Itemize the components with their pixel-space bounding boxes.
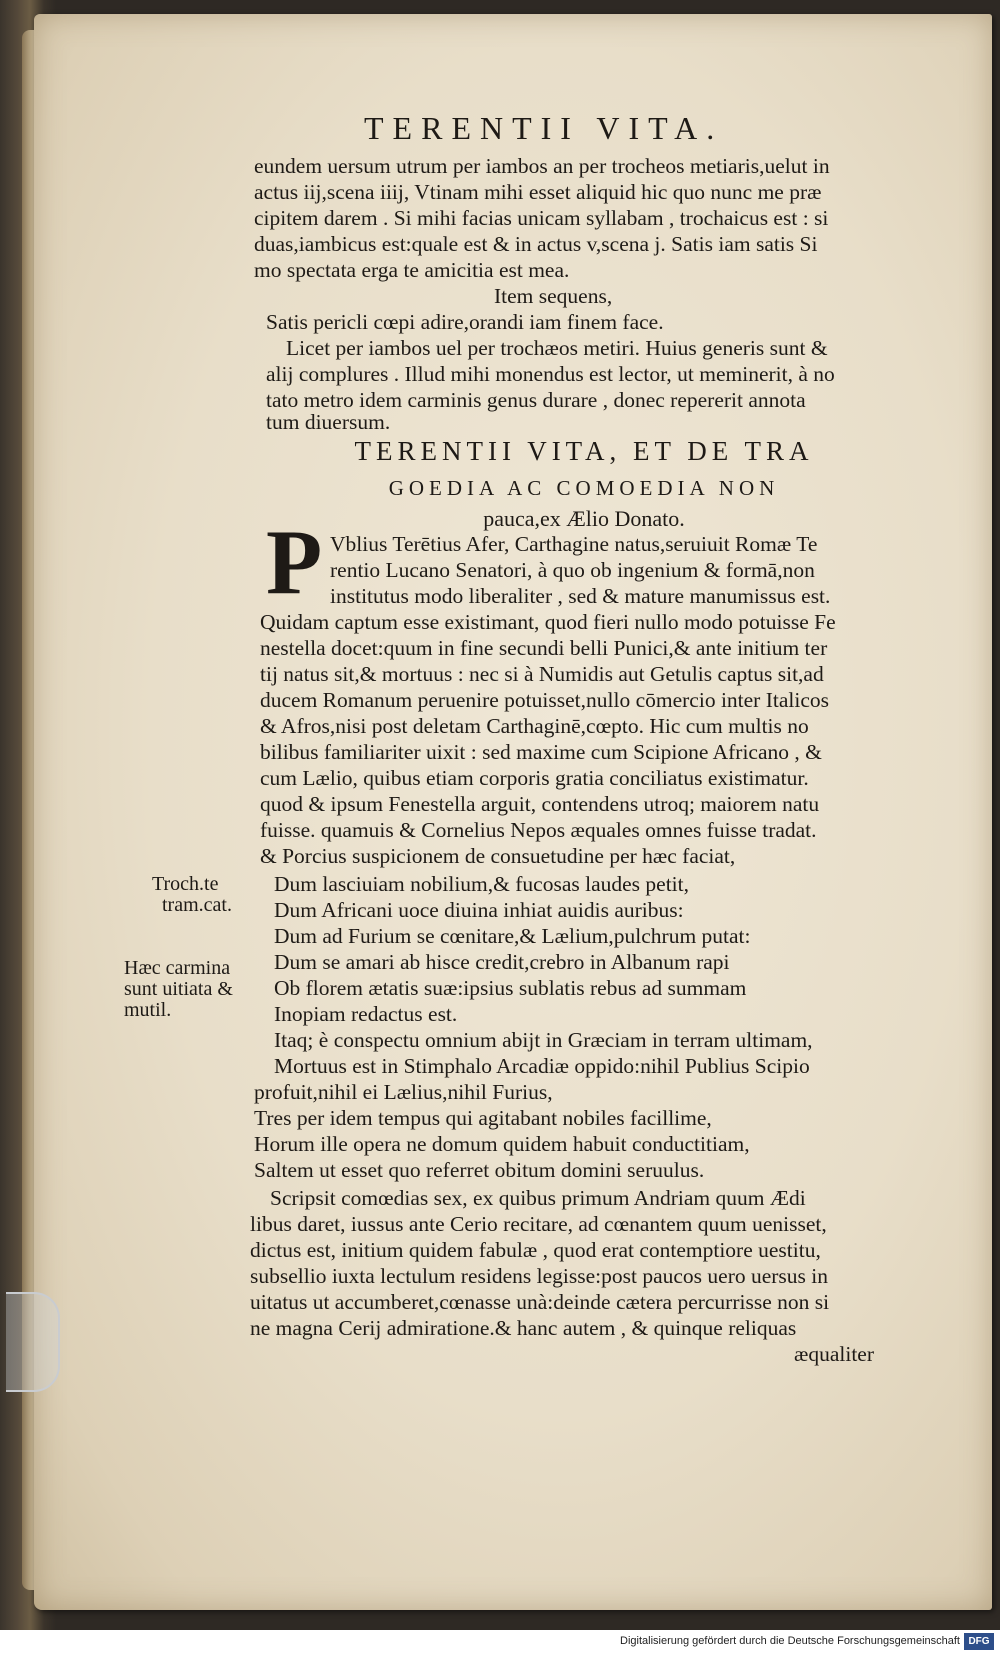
verse-line: Dum ad Furium se cœnitare,& Lælium,pulchrum putat: bbox=[274, 924, 751, 948]
text-line: mo spectata erga te amicitia est mea. bbox=[254, 258, 570, 282]
text-line: subsellio iuxta lectulum residens legisse:post paucos uero uersus in bbox=[250, 1264, 829, 1288]
bookmark-tab bbox=[6, 1292, 60, 1392]
running-head: TERENTII VITA. bbox=[364, 110, 724, 146]
verse-line: Mortuus est in Stimphalo Arcadiæ oppido:nihil Publius Scipio bbox=[274, 1054, 810, 1078]
marginal-note: Hæc carmina sunt uitiata & mutil. bbox=[124, 957, 233, 1021]
text-line: quod & ipsum Fenestella arguit, contendens utroq; maiorem natu bbox=[260, 792, 820, 816]
text-line: bilibus familiariter uixit : sed maxime cum Scipione Africano , & bbox=[260, 740, 822, 764]
text-line: Satis pericli cœpi adire,orandi iam finem face. bbox=[266, 310, 664, 334]
footer-bar bbox=[0, 1630, 1000, 1655]
text-line: alij complures . Illud mihi monendus est lector, ut meminerit, à no bbox=[266, 362, 835, 386]
verse-line: Tres per idem tempus qui agitabant nobiles facillime, bbox=[254, 1106, 712, 1130]
section-subtitle: GOEDIA AC COMOEDIA NON bbox=[388, 476, 780, 500]
text-line: cum Lælio, quibus etiam corporis gratia conciliatus existimatur. bbox=[260, 766, 809, 790]
text-line: ne magna Cerij admiratione.& hanc autem , & quinque reliquas bbox=[250, 1316, 797, 1340]
text-line: fuisse. quamuis & Cornelius Nepos æquales omnes fuisse tradat. bbox=[260, 818, 817, 842]
verse-line: Saltem ut esset quo referret obitum domini seruulus. bbox=[254, 1158, 705, 1182]
text-line: rentio Lucano Senatori, à quo ob ingenium & formā,non bbox=[330, 558, 815, 582]
section-title: TERENTII VITA, ET DE TRA bbox=[354, 436, 814, 466]
text-line: Item sequens, bbox=[494, 284, 613, 308]
drop-initial: P bbox=[266, 511, 323, 613]
marginal-note: Troch.te tram.cat. bbox=[152, 873, 232, 916]
text-line: duas,iambicus est:quale est & in actus v,scena j. Satis iam satis Si bbox=[254, 232, 818, 256]
section-source: pauca,ex Ælio Donato. bbox=[483, 506, 685, 531]
text-line: uitatus ut accumberet,cœnasse unà:deinde cætera percurrisse non si bbox=[250, 1290, 830, 1314]
text-line: Quidam captum esse existimant, quod fieri nullo modo potuisse Fe bbox=[260, 610, 836, 634]
text-line: & Porcius suspicionem de consuetudine per hæc faciat, bbox=[260, 844, 736, 868]
text-line: Licet per iambos uel per trochæos metiri. Huius generis sunt & bbox=[286, 336, 828, 360]
dfg-logo: DFG bbox=[964, 1633, 994, 1650]
text-line: cipitem darem . Si mihi facias unicam syllabam , trochaicus est : si bbox=[254, 206, 829, 230]
verse-line: Dum lasciuiam nobilium,& fucosas laudes petit, bbox=[274, 872, 689, 896]
text-line: eundem uersum utrum per iambos an per trocheos metiaris,uelut in bbox=[254, 154, 830, 178]
catchword: æqualiter bbox=[794, 1342, 875, 1366]
verse-line: Inopiam redactus est. bbox=[274, 1002, 458, 1026]
page-text bbox=[34, 14, 992, 1610]
book-page bbox=[34, 14, 992, 1610]
verse-line: profuit,nihil ei Lælius,nihil Furius, bbox=[254, 1080, 553, 1104]
verse-line: Dum Africani uoce diuina inhiat auidis auribus: bbox=[274, 898, 684, 922]
text-line: actus iij,scena iiij, Vtinam mihi esset aliquid hic quo nunc me præ bbox=[254, 180, 822, 204]
text-line: dictus est, initium quidem fabulæ , quod erat contemptiore uestitu, bbox=[250, 1238, 821, 1262]
text-line: tato metro idem carminis genus durare , donec repererit annota bbox=[266, 388, 806, 412]
footer-credit: Digitalisierung gefördert durch die Deutsche Forschungsgemeinschaft bbox=[620, 1635, 960, 1647]
text-line: tij natus sit,& mortuus : nec si à Numidis aut Getulis captus sit,ad bbox=[260, 662, 824, 686]
text-line: ducem Romanum peruenire potuisset,nullo cōmercio inter Italicos bbox=[260, 688, 829, 712]
text-line: libus daret, iussus ante Cerio recitare, ad cœnantem quum uenisset, bbox=[250, 1212, 827, 1236]
verse-line: Dum se amari ab hisce credit,crebro in Albanum rapi bbox=[274, 950, 730, 974]
verse-line: Ob florem ætatis suæ:ipsius sublatis rebus ad summam bbox=[274, 976, 747, 1000]
verse-line: Horum ille opera ne domum quidem habuit conductitiam, bbox=[254, 1132, 750, 1156]
verse-line: Itaq; è conspectu omnium abijt in Græciam in terram ultimam, bbox=[274, 1028, 813, 1052]
text-line: nestella docet:quum in fine secundi belli Punici,& ante initium ter bbox=[260, 636, 828, 660]
text-line: tum diuersum. bbox=[266, 410, 391, 434]
text-line: Vblius Terētius Afer, Carthagine natus,seruiuit Romæ Te bbox=[330, 532, 818, 556]
text-line: Scripsit comœdias sex, ex quibus primum Andriam quum Ædi bbox=[270, 1186, 806, 1210]
text-line: institutus modo liberaliter , sed & mature manumissus est. bbox=[330, 584, 831, 608]
text-line: & Afros,nisi post deletam Carthaginē,cœpto. Hic cum multis no bbox=[260, 714, 809, 738]
